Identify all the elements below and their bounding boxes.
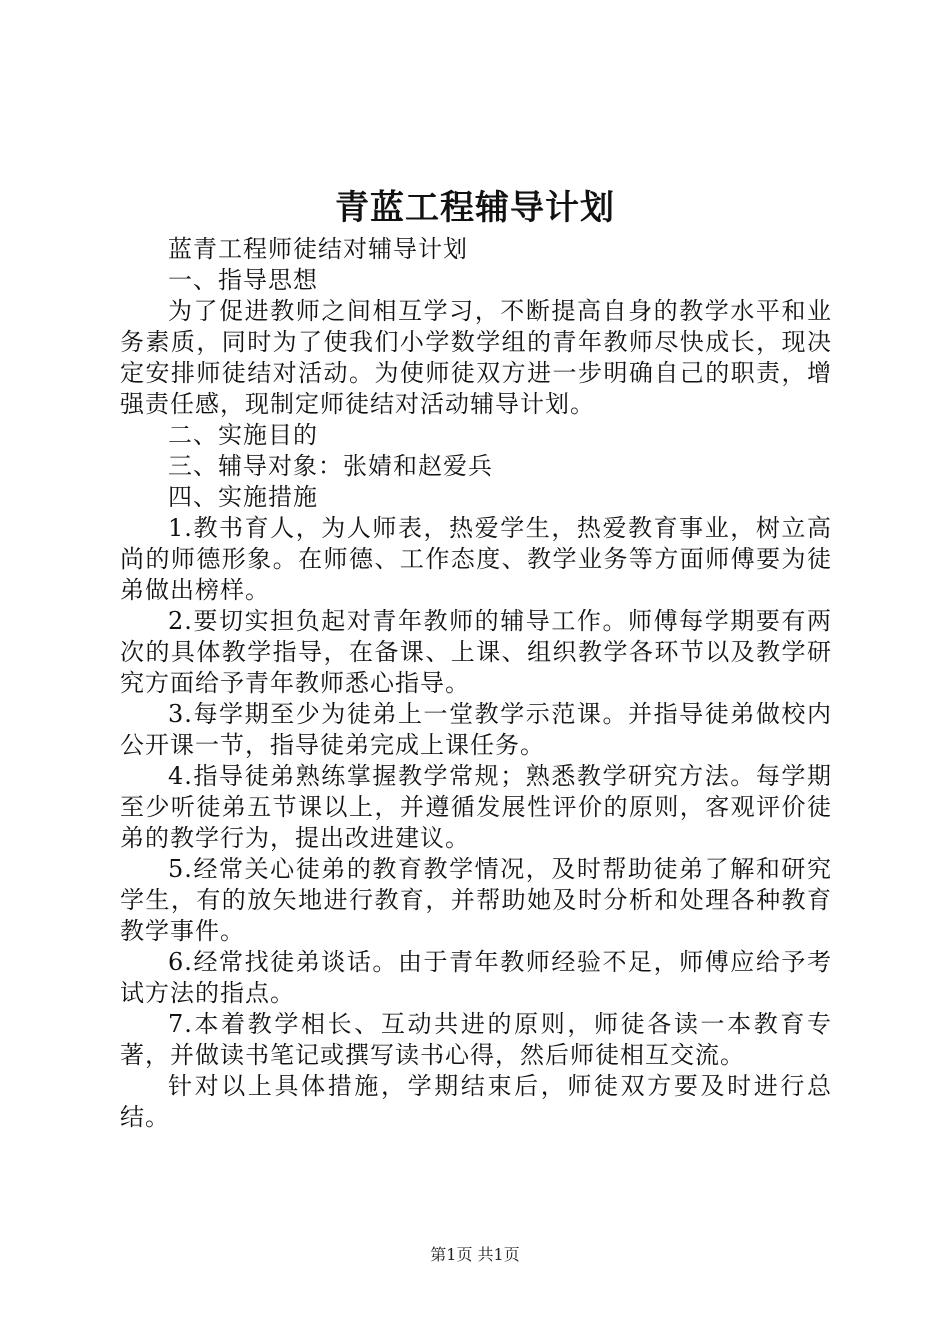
paragraph-item-4: 4.指导徒弟熟练掌握教学常规；熟悉教学研究方法。每学期至少听徒弟五节课以上，并遵循发展性评价的原则，客观评价徒弟的教学行为，提出改进建议。 <box>120 762 832 852</box>
paragraph-item-1: 1.教书育人，为人师表，热爱学生，热爱教育事业，树立高尚的师德形象。在师德、工作态度、教学业务等方面师傅要为徒弟做出榜样。 <box>120 514 832 604</box>
paragraph-item-5: 5.经常关心徒弟的教育教学情况，及时帮助徒弟了解和研究学生，有的放矢地进行教育，并帮助她及时分析和处理各种教育教学事件。 <box>120 855 832 945</box>
paragraph-heading-3: 三、辅导对象：张婧和赵爱兵 <box>168 452 493 480</box>
paragraph-heading-1: 一、指导思想 <box>168 266 318 294</box>
paragraph-conclusion: 针对以上具体措施，学期结束后，师徒双方要及时进行总结。 <box>120 1072 832 1131</box>
page-footer: 第1页 共1页 <box>430 1245 520 1264</box>
paragraph-item-2: 2.要切实担负起对青年教师的辅导工作。师傅每学期要有两次的具体教学指导，在备课、上课、组织教学各环节以及教学研究方面给予青年教师悉心指导。 <box>120 607 832 697</box>
paragraph-heading-4: 四、实施措施 <box>168 483 318 511</box>
paragraph-item-3: 3.每学期至少为徒弟上一堂教学示范课。并指导徒弟做校内公开课一节，指导徒弟完成上课任务。 <box>120 700 832 759</box>
document-body <box>120 234 832 1133</box>
document-title: 青蓝工程辅导计划 <box>335 188 615 228</box>
paragraph-1: 为了促进教师之间相互学习，不断提高自身的教学水平和业务素质，同时为了使我们小学数学组的青年教师尽快成长，现决定安排师徒结对活动。为使师徒双方进一步明确自己的职责，增强责任感，现制定师徒结对活动辅导计划。 <box>120 297 832 418</box>
paragraph-subtitle: 蓝青工程师徒结对辅导计划 <box>168 235 468 263</box>
paragraph-heading-2: 二、实施目的 <box>168 421 318 449</box>
paragraph-item-6: 6.经常找徒弟谈话。由于青年教师经验不足，师傅应给予考试方法的指点。 <box>120 948 832 1007</box>
paragraph-item-7: 7.本着教学相长、互动共进的原则，师徒各读一本教育专著，并做读书笔记或撰写读书心得，然后师徒相互交流。 <box>120 1010 832 1069</box>
